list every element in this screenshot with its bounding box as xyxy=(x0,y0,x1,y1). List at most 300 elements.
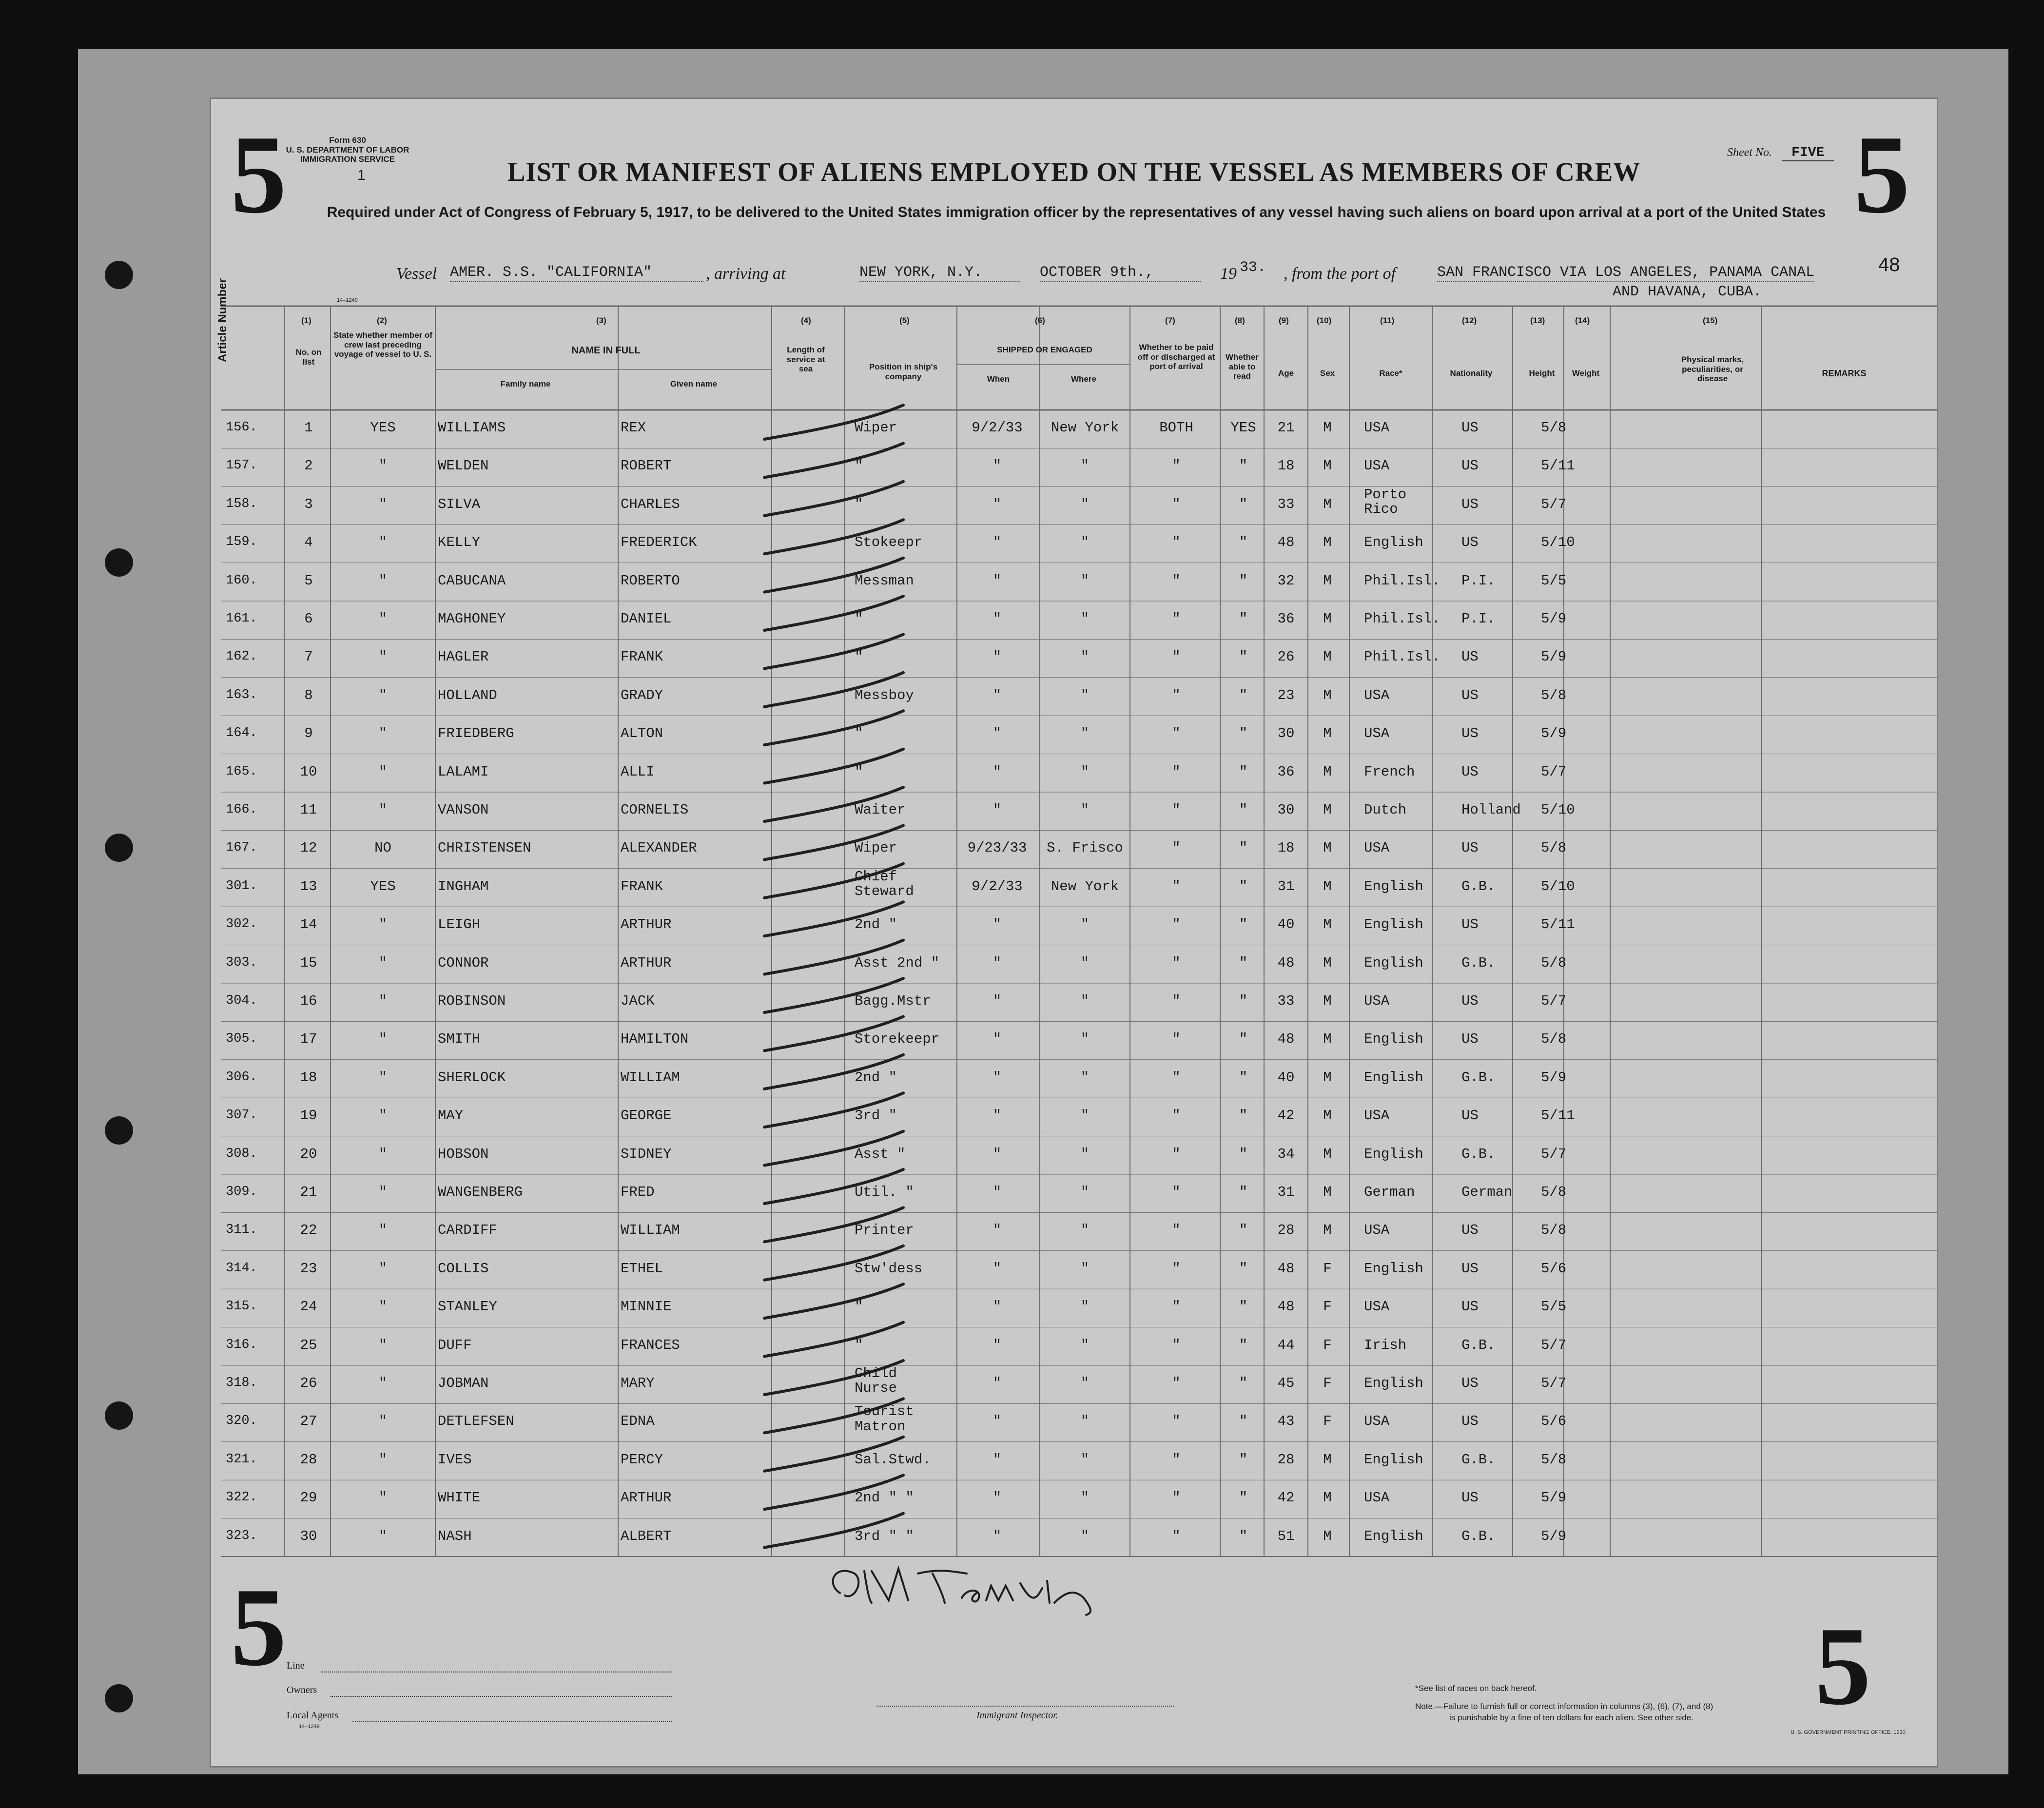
cell-height: 5/8 xyxy=(1541,1031,1567,1048)
cell-paid: " xyxy=(1172,687,1181,703)
cell-prev: " xyxy=(378,1069,388,1086)
cell-when: " xyxy=(993,1069,1002,1086)
cell-race: French xyxy=(1364,763,1415,780)
cell-where: " xyxy=(1080,1260,1090,1277)
cell-nat: G.B. xyxy=(1461,1528,1496,1544)
from-port-line1: SAN FRANCISCO VIA LOS ANGELES, PANAMA CANAL xyxy=(1437,264,1814,282)
cell-family: STANLEY xyxy=(438,1299,497,1315)
cell-read: " xyxy=(1239,1451,1248,1468)
cell-given: ROBERT xyxy=(621,458,672,474)
cell-where: " xyxy=(1080,572,1090,589)
cell-nat: US xyxy=(1461,649,1479,665)
cell-family: SHERLOCK xyxy=(438,1069,506,1086)
header-n10: (10) xyxy=(1317,316,1332,325)
cell-no: 20 xyxy=(300,1146,317,1162)
header-family-name: Family name xyxy=(500,379,551,389)
cell-race: USA xyxy=(1364,993,1390,1009)
sheet-label: Sheet No. xyxy=(1727,146,1772,159)
cell-race: English xyxy=(1364,1528,1423,1544)
cell-family: COLLIS xyxy=(438,1260,489,1277)
cell-position: " xyxy=(855,763,863,780)
cell-read: " xyxy=(1239,725,1248,742)
cell-where: " xyxy=(1080,1375,1090,1391)
cell-position: Storekeepr xyxy=(855,1031,940,1048)
cell-art: 311. xyxy=(226,1223,257,1238)
cell-nat: P.I. xyxy=(1461,572,1496,589)
cell-where: " xyxy=(1080,763,1090,780)
cell-family: HOBSON xyxy=(438,1146,489,1162)
cell-sex: M xyxy=(1323,458,1332,474)
cell-read: " xyxy=(1239,1528,1248,1544)
cell-age: 40 xyxy=(1277,1069,1295,1086)
cell-family: CONNOR xyxy=(438,954,489,971)
cell-given: DANIEL xyxy=(621,611,672,627)
cell-read: " xyxy=(1239,458,1248,474)
cell-prev: " xyxy=(378,1413,388,1430)
cell-nat: US xyxy=(1461,458,1479,474)
cell-nat: US xyxy=(1461,687,1479,703)
cell-nat: US xyxy=(1461,725,1479,742)
arriving-label: , arriving at xyxy=(706,265,786,283)
cell-height: 5/7 xyxy=(1541,1146,1567,1162)
cell-given: JACK xyxy=(621,993,655,1009)
cell-race: USA xyxy=(1364,840,1390,856)
cell-paid: " xyxy=(1172,572,1181,589)
cell-race: USA xyxy=(1364,1490,1390,1506)
cell-height: 5/9 xyxy=(1541,649,1567,665)
cell-where: " xyxy=(1080,1069,1090,1086)
cell-paid: " xyxy=(1172,763,1181,780)
cell-sex: M xyxy=(1323,1451,1332,1468)
cell-read: " xyxy=(1239,687,1248,703)
footer-owners-rule xyxy=(331,1695,672,1697)
cell-position: " xyxy=(855,649,863,665)
header-paid-off: Whether to be paid off or discharged at port of arrival xyxy=(1137,343,1215,371)
cell-art: 322. xyxy=(226,1490,257,1505)
cell-race: Porto Rico xyxy=(1364,486,1407,518)
cell-given: WILLIAM xyxy=(621,1222,680,1239)
header-physical: Physical marks, peculiarities, or disease xyxy=(1681,355,1744,384)
cell-family: CABUCANA xyxy=(438,572,506,589)
cell-read: " xyxy=(1239,1413,1248,1430)
cell-race: USA xyxy=(1364,1413,1390,1430)
cell-where: " xyxy=(1080,1528,1090,1544)
header-n6: (6) xyxy=(1035,316,1045,325)
cell-nat: German xyxy=(1461,1184,1513,1200)
cell-height: 5/7 xyxy=(1541,993,1567,1009)
cell-prev: " xyxy=(378,572,388,589)
cell-when: " xyxy=(993,954,1002,971)
cell-no: 24 xyxy=(300,1299,317,1315)
header-weight: Weight xyxy=(1572,369,1600,378)
cell-race: Irish xyxy=(1364,1337,1407,1353)
cell-position: 2nd " " xyxy=(855,1490,914,1506)
cell-read: " xyxy=(1239,1222,1248,1239)
cell-sex: F xyxy=(1323,1260,1332,1277)
cell-art: 161. xyxy=(226,611,257,626)
header-n11: (11) xyxy=(1380,316,1395,325)
cell-no: 25 xyxy=(300,1337,317,1353)
cell-given: FRANCES xyxy=(621,1337,680,1353)
cell-sex: M xyxy=(1323,611,1332,627)
footer-owners-label: Owners xyxy=(287,1685,317,1695)
cell-prev: " xyxy=(378,611,388,627)
sheet-number-top-left: 5 xyxy=(231,112,287,236)
cell-position: Asst " xyxy=(855,1146,906,1162)
cell-art: 302. xyxy=(226,917,257,932)
cell-read: " xyxy=(1239,1375,1248,1391)
cell-given: ALTON xyxy=(621,725,663,742)
penalty-note-line1: Note.—Failure to furnish full or correct information in columns (3), (6), (7), and (8) xyxy=(1415,1702,1713,1711)
cell-given: FRED xyxy=(621,1184,655,1200)
cell-nat: G.B. xyxy=(1461,1337,1496,1353)
cell-height: 5/10 xyxy=(1541,878,1575,894)
cell-art: 307. xyxy=(226,1108,257,1123)
cell-where: " xyxy=(1080,496,1090,512)
cell-where: " xyxy=(1080,1490,1090,1506)
cell-sex: M xyxy=(1323,954,1332,971)
cell-paid: " xyxy=(1172,534,1181,551)
year-prefix: 19 xyxy=(1220,265,1237,283)
cell-race: English xyxy=(1364,1146,1423,1162)
printing-office: U. S. GOVERNMENT PRINTING OFFICE: 1930 xyxy=(1791,1730,1906,1735)
cell-paid: " xyxy=(1172,1451,1181,1468)
cell-paid: " xyxy=(1172,458,1181,474)
cell-sex: M xyxy=(1323,1490,1332,1506)
header-remarks: REMARKS xyxy=(1822,369,1867,378)
cell-when: " xyxy=(993,916,1002,933)
cell-given: ALLI xyxy=(621,763,655,780)
cell-race: English xyxy=(1364,1375,1423,1391)
cell-height: 5/11 xyxy=(1541,916,1575,933)
cell-when: " xyxy=(993,1299,1002,1315)
manifest-subtitle: Required under Act of Congress of February 5, 1917, to be delivered to the United States immigration officer by the representatives of any vessel having such aliens on board upon arrival at a port of the United States xyxy=(327,204,1826,220)
cell-sex: M xyxy=(1323,687,1332,703)
header-height: Height xyxy=(1529,369,1555,378)
cell-position: Bagg.Mstr xyxy=(855,993,931,1009)
cell-no: 11 xyxy=(300,802,317,818)
inspector-label: Immigrant Inspector. xyxy=(976,1710,1058,1721)
cell-art: 159. xyxy=(226,535,257,550)
cell-age: 31 xyxy=(1277,1184,1295,1200)
cell-position: Stw'dess xyxy=(855,1260,923,1277)
cell-sex: F xyxy=(1323,1375,1332,1391)
cell-position: " xyxy=(855,1299,863,1315)
cell-when: 9/2/33 xyxy=(972,420,1023,436)
cell-paid: BOTH xyxy=(1159,420,1193,436)
cell-family: WHITE xyxy=(438,1490,481,1506)
cell-when: " xyxy=(993,1528,1002,1544)
cell-no: 14 xyxy=(300,916,317,933)
cell-height: 5/7 xyxy=(1541,763,1567,780)
cell-height: 5/9 xyxy=(1541,611,1567,627)
cell-race: USA xyxy=(1364,687,1390,703)
cell-paid: " xyxy=(1172,878,1181,894)
cell-age: 28 xyxy=(1277,1451,1295,1468)
corner-mark: 48 xyxy=(1878,254,1900,275)
sheet-number-top-right: 5 xyxy=(1854,112,1910,236)
cell-family: LALAMI xyxy=(438,763,489,780)
cell-prev: " xyxy=(378,1451,388,1468)
header-article-number: Article Number xyxy=(216,278,229,362)
cell-given: GEORGE xyxy=(621,1108,672,1124)
header-n14: (14) xyxy=(1575,316,1590,325)
header-n13: (13) xyxy=(1530,316,1545,325)
footer-line-rule xyxy=(321,1671,672,1672)
cell-art: 323. xyxy=(226,1528,257,1543)
cell-prev: " xyxy=(378,1184,388,1200)
cell-read: " xyxy=(1239,840,1248,856)
cell-paid: " xyxy=(1172,1260,1181,1277)
cell-no: 22 xyxy=(300,1222,317,1239)
cell-art: 315. xyxy=(226,1299,257,1314)
cell-prev: YES xyxy=(370,878,396,894)
cell-family: ROBINSON xyxy=(438,993,506,1009)
cell-prev: " xyxy=(378,496,388,512)
cell-prev: " xyxy=(378,954,388,971)
cell-paid: " xyxy=(1172,1069,1181,1086)
cell-when: " xyxy=(993,993,1002,1009)
cell-prev: " xyxy=(378,1260,388,1277)
cell-read: " xyxy=(1239,496,1248,512)
cell-height: 5/9 xyxy=(1541,725,1567,742)
cell-age: 32 xyxy=(1277,572,1295,589)
cell-race: USA xyxy=(1364,458,1390,474)
cell-family: KELLY xyxy=(438,534,481,551)
cell-height: 5/11 xyxy=(1541,458,1575,474)
cell-paid: " xyxy=(1172,1108,1181,1124)
cell-art: 163. xyxy=(226,687,257,702)
cell-art: 162. xyxy=(226,649,257,664)
cell-prev: " xyxy=(378,916,388,933)
cell-no: 5 xyxy=(304,572,313,589)
cell-prev: " xyxy=(378,534,388,551)
department-name: U. S. DEPARTMENT OF LABOR xyxy=(286,145,409,155)
cell-sex: M xyxy=(1323,916,1332,933)
cell-nat: G.B. xyxy=(1461,878,1496,894)
arrival-port: NEW YORK, N.Y. xyxy=(859,264,1020,282)
cell-read: " xyxy=(1239,1108,1248,1124)
cell-given: HAMILTON xyxy=(621,1031,689,1048)
cell-paid: " xyxy=(1172,649,1181,665)
cell-nat: US xyxy=(1461,534,1479,551)
cell-nat: G.B. xyxy=(1461,1451,1496,1468)
cell-prev: " xyxy=(378,1031,388,1048)
cell-art: 321. xyxy=(226,1452,257,1467)
cell-paid: " xyxy=(1172,1413,1181,1430)
cell-when: " xyxy=(993,534,1002,551)
cell-art: 303. xyxy=(226,955,257,970)
header-n12: (12) xyxy=(1462,316,1477,325)
cell-prev: NO xyxy=(374,840,391,856)
cell-height: 5/6 xyxy=(1541,1260,1567,1277)
cell-sex: F xyxy=(1323,1337,1332,1353)
header-given-name: Given name xyxy=(670,379,718,389)
cell-paid: " xyxy=(1172,725,1181,742)
cell-read: " xyxy=(1239,993,1248,1009)
cell-given: ALBERT xyxy=(621,1528,672,1544)
cell-height: 5/7 xyxy=(1541,496,1567,512)
cell-position: Asst 2nd " xyxy=(855,954,940,971)
binder-hole xyxy=(105,1684,133,1712)
cell-no: 27 xyxy=(300,1413,317,1430)
cell-race: English xyxy=(1364,1260,1423,1277)
cell-position: Child Nurse xyxy=(855,1365,897,1397)
header-position: Position in ship's company xyxy=(869,362,938,381)
cell-family: HAGLER xyxy=(438,649,489,665)
cell-where: " xyxy=(1080,1108,1090,1124)
cell-height: 5/9 xyxy=(1541,1528,1567,1544)
cell-paid: " xyxy=(1172,840,1181,856)
cell-family: IVES xyxy=(438,1451,472,1468)
cell-height: 5/8 xyxy=(1541,1222,1567,1239)
cell-given: EDNA xyxy=(621,1413,655,1430)
header-nationality: Nationality xyxy=(1450,369,1493,378)
cell-read: YES xyxy=(1230,420,1256,436)
cell-no: 6 xyxy=(304,611,313,627)
cell-position: 3rd " " xyxy=(855,1528,914,1544)
cell-when: " xyxy=(993,1108,1002,1124)
cell-prev: " xyxy=(378,1337,388,1353)
from-port-label: , from the port of xyxy=(1284,265,1396,283)
inspector-rule xyxy=(876,1705,1174,1707)
cell-sex: F xyxy=(1323,1299,1332,1315)
header-where: Where xyxy=(1071,374,1096,384)
cell-sex: M xyxy=(1323,1184,1332,1200)
cell-height: 5/7 xyxy=(1541,1375,1567,1391)
cell-position: Waiter xyxy=(855,802,906,818)
header-n9: (9) xyxy=(1279,316,1289,325)
binder-hole xyxy=(105,1401,133,1430)
cell-race: English xyxy=(1364,1069,1423,1086)
cell-paid: " xyxy=(1172,1031,1181,1048)
cell-position: Sal.Stwd. xyxy=(855,1451,931,1468)
cell-no: 19 xyxy=(300,1108,317,1124)
cell-nat: US xyxy=(1461,1490,1479,1506)
cell-given: FREDERICK xyxy=(621,534,697,551)
binder-hole xyxy=(105,261,133,289)
cell-family: HOLLAND xyxy=(438,687,497,703)
cell-when: " xyxy=(993,687,1002,703)
cell-read: " xyxy=(1239,802,1248,818)
cell-nat: G.B. xyxy=(1461,1069,1496,1086)
cell-nat: G.B. xyxy=(1461,1146,1496,1162)
cell-nat: US xyxy=(1461,496,1479,512)
cell-family: WANGENBERG xyxy=(438,1184,523,1200)
cell-sex: M xyxy=(1323,1108,1332,1124)
cell-paid: " xyxy=(1172,1490,1181,1506)
cell-art: 167. xyxy=(226,840,257,855)
cell-paid: " xyxy=(1172,1299,1181,1315)
cell-where: " xyxy=(1080,458,1090,474)
cell-height: 5/8 xyxy=(1541,420,1567,436)
cell-when: " xyxy=(993,1490,1002,1506)
races-note: *See list of races on back hereof. xyxy=(1415,1684,1537,1693)
cell-position: " xyxy=(855,458,863,474)
cell-when: " xyxy=(993,725,1002,742)
cell-when: " xyxy=(993,572,1002,589)
form-number: Form 630 xyxy=(329,136,366,145)
cell-no: 18 xyxy=(300,1069,317,1086)
cell-given: SIDNEY xyxy=(621,1146,672,1162)
cell-prev: " xyxy=(378,763,388,780)
cell-age: 48 xyxy=(1277,954,1295,971)
cell-art: 156. xyxy=(226,420,257,435)
cell-family: NASH xyxy=(438,1528,472,1544)
cell-when: " xyxy=(993,1413,1002,1430)
cell-age: 48 xyxy=(1277,534,1295,551)
cell-position: Stokeepr xyxy=(855,534,923,551)
cell-where: " xyxy=(1080,687,1090,703)
cell-age: 31 xyxy=(1277,878,1295,894)
cell-age: 36 xyxy=(1277,611,1295,627)
cell-age: 43 xyxy=(1277,1413,1295,1430)
cell-age: 34 xyxy=(1277,1146,1295,1162)
cell-art: 301. xyxy=(226,878,257,894)
cell-race: English xyxy=(1364,534,1423,551)
cell-height: 5/9 xyxy=(1541,1069,1567,1086)
cell-where: " xyxy=(1080,1031,1090,1048)
cell-prev: " xyxy=(378,1490,388,1506)
cell-where: " xyxy=(1080,954,1090,971)
cell-where: " xyxy=(1080,802,1090,818)
binder-hole xyxy=(105,1116,133,1145)
cell-height: 5/10 xyxy=(1541,802,1575,818)
cell-family: JOBMAN xyxy=(438,1375,489,1391)
cell-given: REX xyxy=(621,420,646,436)
header-n1: (1) xyxy=(301,316,311,325)
cell-race: English xyxy=(1364,878,1423,894)
cell-when: " xyxy=(993,1451,1002,1468)
cell-nat: G.B. xyxy=(1461,954,1496,971)
cell-art: 304. xyxy=(226,993,257,1008)
cell-prev: " xyxy=(378,1222,388,1239)
cell-where: " xyxy=(1080,725,1090,742)
header-n2: (2) xyxy=(377,316,387,325)
service-name: IMMIGRATION SERVICE xyxy=(300,155,395,164)
cell-read: " xyxy=(1239,1031,1248,1048)
cell-read: " xyxy=(1239,1146,1248,1162)
cell-read: " xyxy=(1239,1490,1248,1506)
header-n8: (8) xyxy=(1235,316,1245,325)
cell-age: 18 xyxy=(1277,458,1295,474)
cell-nat: Holland xyxy=(1461,802,1521,818)
cell-position: Tourist Matron xyxy=(855,1403,914,1435)
binder-hole xyxy=(105,834,133,862)
cell-read: " xyxy=(1239,954,1248,971)
cell-art: 158. xyxy=(226,496,257,511)
cell-no: 13 xyxy=(300,878,317,894)
header-able-to-read: Whether able to read xyxy=(1226,352,1259,381)
cell-given: CHARLES xyxy=(621,496,680,512)
cell-art: 160. xyxy=(226,573,257,588)
cell-given: ROBERTO xyxy=(621,572,680,589)
header-no-on-list: No. on list xyxy=(295,348,322,367)
footer-agents-label: Local Agents xyxy=(287,1710,339,1721)
cell-no: 7 xyxy=(304,649,313,665)
cell-position: Util. " xyxy=(855,1184,914,1200)
cell-race: English xyxy=(1364,1031,1423,1048)
cell-race: English xyxy=(1364,954,1423,971)
cell-prev: " xyxy=(378,687,388,703)
cell-no: 3 xyxy=(304,496,313,512)
cell-family: SILVA xyxy=(438,496,481,512)
header-n4: (4) xyxy=(801,316,811,325)
cell-family: MAY xyxy=(438,1108,464,1124)
cell-no: 2 xyxy=(304,458,313,474)
sheet-value: FIVE xyxy=(1782,145,1834,161)
header-name-in-full: NAME IN FULL xyxy=(571,345,641,356)
